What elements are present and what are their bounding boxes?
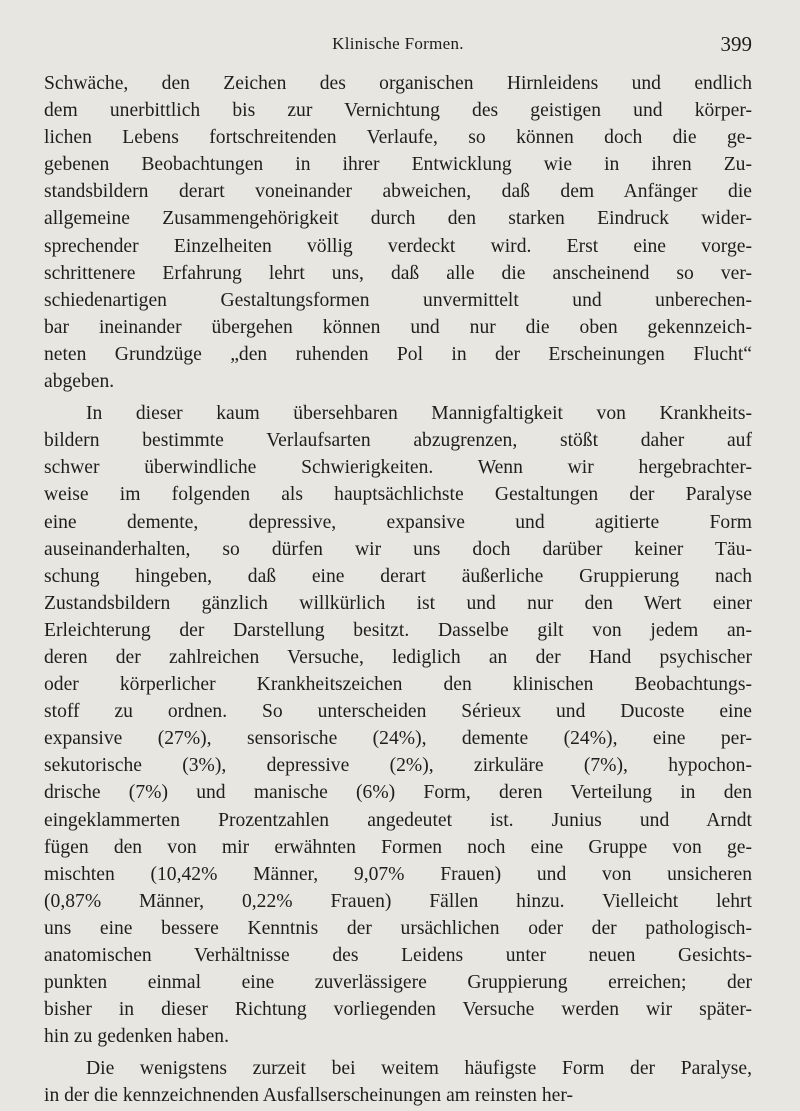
text-line: fügen den von mir erwähnten Formen noch eine Gruppe von ge- — [44, 836, 752, 858]
text-line: neten Grundzüge „den ruhenden Pol in der Erscheinungen Flucht“ — [44, 343, 752, 365]
text-line: bisher in dieser Richtung vorliegenden Versuche werden wir später- — [44, 999, 752, 1021]
text-line: hin zu gedenken haben. — [44, 1026, 229, 1048]
text-line: standsbildern derart voneinander abweichen, daß dem Anfänger die — [44, 181, 752, 203]
text-line: bildern bestimmte Verlaufsarten abzugrenzen, stößt daher auf — [44, 430, 752, 452]
text-line: mischten (10,42% Männer, 9,07% Frauen) und von unsicheren — [44, 863, 752, 885]
paragraph — [44, 1055, 752, 1109]
text-line: gebenen Beobachtungen in ihrer Entwicklung wie in ihren Zu- — [44, 154, 752, 176]
text-line: Schwäche, den Zeichen des organischen Hirnleidens und endlich — [44, 73, 752, 94]
text-line: expansive (27%), sensorische (24%), demente (24%), eine per- — [44, 728, 752, 750]
text-line: drische (7%) und manische (6%) Form, deren Verteilung in den — [44, 782, 752, 804]
text-line: stoff zu ordnen. So unterscheiden Sérieux und Ducoste eine — [44, 701, 752, 723]
text-line: dem unerbittlich bis zur Vernichtung des geistigen und körper- — [44, 100, 752, 122]
text-line: Die wenigstens zurzeit bei weitem häufigste Form der Paralyse, — [86, 1058, 752, 1080]
text-line: eine demente, depressive, expansive und agitierte Form — [44, 511, 752, 533]
paragraph — [44, 70, 752, 395]
text-line: sprechender Einzelheiten völlig verdeckt wird. Erst eine vorge- — [44, 235, 752, 257]
page-number: 399 — [720, 32, 752, 56]
text-line: uns eine bessere Kenntnis der ursächlichen oder der pathologisch- — [44, 917, 752, 939]
text-line: schwer überwindliche Schwierigkeiten. Wenn wir hergebrachter- — [44, 457, 752, 479]
text-line: schung hingeben, daß eine derart äußerliche Gruppierung nach — [44, 565, 752, 587]
text-line: Erleichterung der Darstellung besitzt. Dasselbe gilt von jedem an- — [44, 619, 752, 641]
paragraph — [44, 400, 752, 1050]
running-head — [44, 30, 752, 56]
chapter-heading: Klinische Formen. — [332, 34, 464, 53]
text-line: oder körperlicher Krankheitszeichen den klinischen Beobachtungs- — [44, 674, 752, 696]
text-line: lichen Lebens fortschreitenden Verlaufe, so können doch die ge- — [44, 127, 752, 149]
text-line: anatomischen Verhältnisse des Leidens unter neuen Gesichts- — [44, 945, 752, 966]
text-line: allgemeine Zusammengehörigkeit durch den starken Eindruck wider- — [44, 208, 752, 230]
text-line: auseinanderhalten, so dürfen wir uns doch darüber keiner Täu- — [44, 538, 752, 560]
text-line: eingeklammerten Prozentzahlen angedeutet ist. Junius und Arndt — [44, 809, 752, 831]
text-line: In dieser kaum übersehbaren Mannigfaltigkeit von Krankheits- — [86, 403, 752, 425]
text-line: in der die kennzeichnenden Ausfallserscheinungen am reinsten her- — [44, 1085, 573, 1107]
text-line: sekutorische (3%), depressive (2%), zirkuläre (7%), hypochon- — [44, 755, 752, 777]
text-line: schrittenere Erfahrung lehrt uns, daß alle die anscheinend so ver- — [44, 262, 752, 284]
text-line: abgeben. — [44, 371, 115, 393]
text-line: bar ineinander übergehen können und nur die oben gekennzeich- — [44, 316, 752, 338]
text-line: deren der zahlreichen Versuche, lediglich an der Hand psychischer — [44, 646, 752, 668]
body-text — [44, 70, 752, 1110]
text-line: punkten einmal eine zuverlässigere Gruppierung erreichen; der — [44, 972, 752, 994]
text-line: schiedenartigen Gestaltungsformen unvermittelt und unberechen- — [44, 289, 752, 311]
text-line: (0,87% Männer, 0,22% Frauen) Fällen hinzu. Vielleicht lehrt — [44, 890, 752, 912]
text-line: Zustandsbildern gänzlich willkürlich ist und nur den Wert einer — [44, 592, 752, 614]
text-line: weise im folgenden als hauptsächlichste Gestaltungen der Paralyse — [44, 484, 752, 506]
